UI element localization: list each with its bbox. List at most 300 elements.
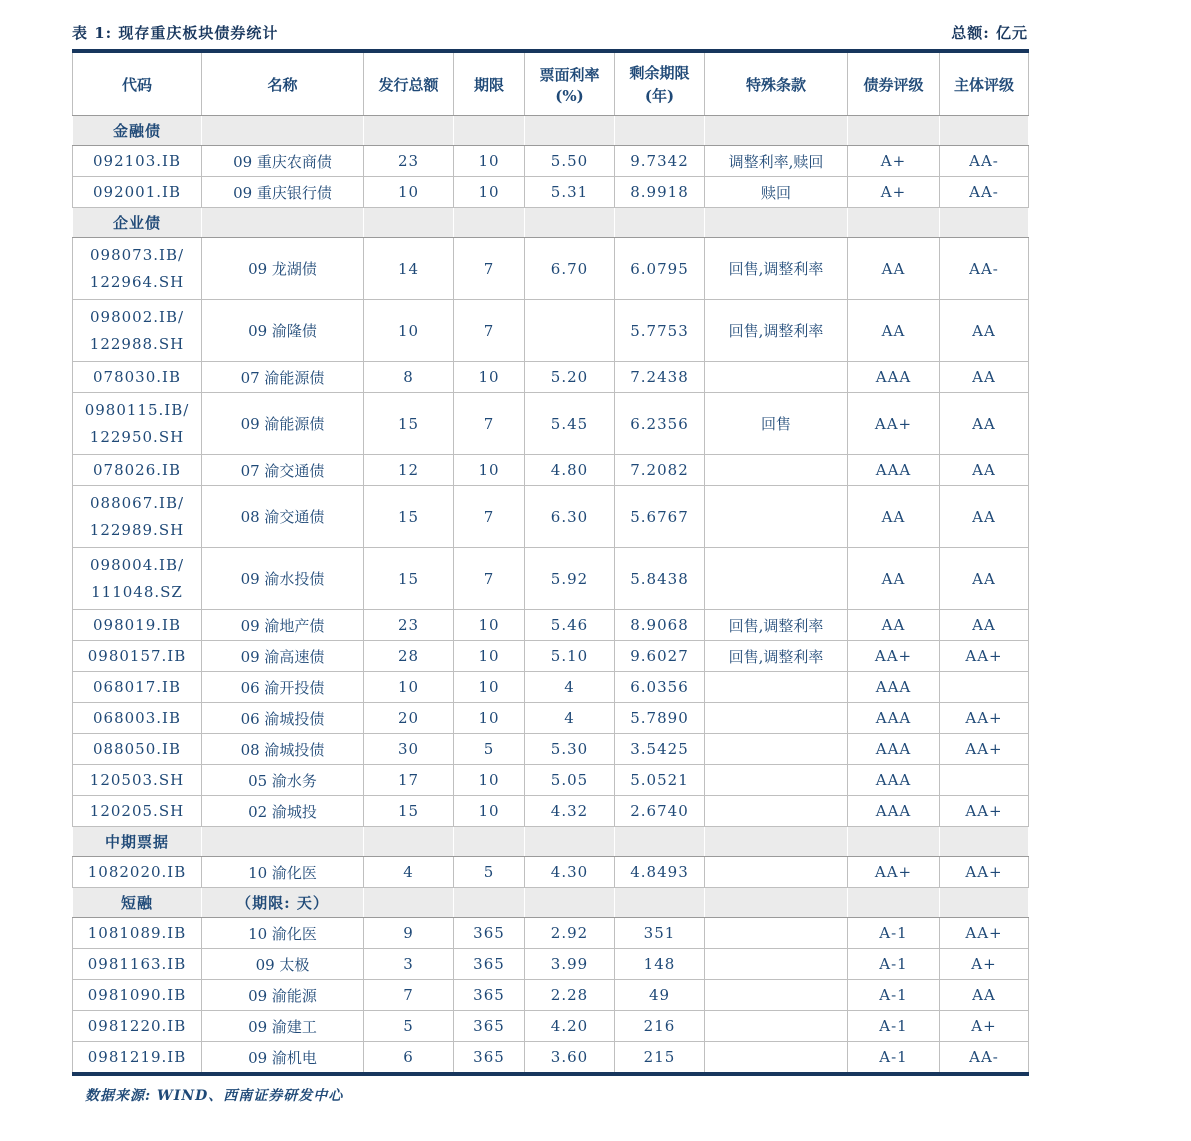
cell-term: 10 bbox=[454, 796, 525, 827]
code-line: 120503.SH bbox=[89, 770, 185, 789]
section-empty-cell bbox=[848, 116, 940, 146]
section-empty-cell bbox=[848, 208, 940, 238]
data-source-note: 数据来源: WIND、西南证券研发中心 bbox=[85, 1088, 344, 1104]
cell-bond-rating: AA+ bbox=[848, 857, 940, 888]
code-line: 098019.IB bbox=[93, 615, 181, 634]
cell-remaining: 2.6740 bbox=[615, 796, 705, 827]
cell-remaining: 6.2356 bbox=[615, 393, 705, 455]
section-header-row bbox=[73, 888, 1029, 918]
column-header-bond-rating bbox=[848, 51, 940, 116]
cell-remaining: 215 bbox=[615, 1042, 705, 1075]
section-empty-cell bbox=[940, 827, 1029, 857]
bond-row bbox=[73, 703, 1029, 734]
cell-name: 10 渝化医 bbox=[202, 918, 364, 949]
cell-name: 06 渝开投债 bbox=[202, 672, 364, 703]
code-line: 0980157.IB bbox=[87, 646, 187, 665]
cell-bond-rating: A-1 bbox=[848, 1042, 940, 1075]
section-label: 短融 bbox=[73, 888, 202, 918]
cell-remaining: 351 bbox=[615, 918, 705, 949]
cell-code bbox=[73, 641, 202, 672]
code-line: 098002.IB/ bbox=[89, 307, 185, 326]
section-note bbox=[202, 116, 364, 146]
cell-amount: 10 bbox=[364, 672, 454, 703]
cell-coupon: 6.70 bbox=[525, 238, 615, 300]
cell-term: 365 bbox=[454, 949, 525, 980]
section-empty-cell bbox=[525, 116, 615, 146]
cell-term: 10 bbox=[454, 146, 525, 177]
cell-term: 365 bbox=[454, 1011, 525, 1042]
cell-special bbox=[705, 672, 848, 703]
cell-issuer-rating: AA- bbox=[940, 177, 1029, 208]
section-empty-cell bbox=[615, 116, 705, 146]
cell-remaining: 8.9918 bbox=[615, 177, 705, 208]
bond-row bbox=[73, 857, 1029, 888]
cell-amount: 10 bbox=[364, 300, 454, 362]
cell-term: 7 bbox=[454, 393, 525, 455]
column-header-term bbox=[454, 51, 525, 116]
section-empty-cell bbox=[364, 116, 454, 146]
cell-remaining: 8.9068 bbox=[615, 610, 705, 641]
column-header-remaining bbox=[615, 51, 705, 116]
cell-issuer-rating: AA+ bbox=[940, 641, 1029, 672]
cell-special: 回售,调整利率 bbox=[705, 641, 848, 672]
column-header-issuer-rating bbox=[940, 51, 1029, 116]
cell-term: 365 bbox=[454, 918, 525, 949]
cell-special bbox=[705, 1011, 848, 1042]
cell-term: 10 bbox=[454, 765, 525, 796]
cell-issuer-rating bbox=[940, 765, 1029, 796]
cell-issuer-rating: AA+ bbox=[940, 857, 1029, 888]
section-empty-cell bbox=[848, 827, 940, 857]
section-empty-cell bbox=[940, 116, 1029, 146]
cell-amount: 8 bbox=[364, 362, 454, 393]
cell-name: 09 渝能源 bbox=[202, 980, 364, 1011]
cell-special bbox=[705, 486, 848, 548]
cell-coupon: 2.28 bbox=[525, 980, 615, 1011]
cell-code bbox=[73, 300, 202, 362]
cell-amount: 23 bbox=[364, 610, 454, 641]
cell-bond-rating: AAA bbox=[848, 796, 940, 827]
cell-special: 回售,调整利率 bbox=[705, 610, 848, 641]
column-header-special bbox=[705, 51, 848, 116]
cell-issuer-rating: AA bbox=[940, 393, 1029, 455]
cell-coupon: 5.10 bbox=[525, 641, 615, 672]
code-line: 0980115.IB/ bbox=[84, 400, 190, 419]
cell-coupon: 4 bbox=[525, 703, 615, 734]
section-empty-cell bbox=[454, 888, 525, 918]
cell-term: 7 bbox=[454, 486, 525, 548]
cell-remaining: 5.7753 bbox=[615, 300, 705, 362]
column-header-line1: 主体评级 bbox=[953, 75, 1014, 94]
bond-row bbox=[73, 734, 1029, 765]
cell-remaining: 5.6767 bbox=[615, 486, 705, 548]
bond-row bbox=[73, 980, 1029, 1011]
cell-bond-rating: A-1 bbox=[848, 980, 940, 1011]
cell-code bbox=[73, 486, 202, 548]
cell-term: 10 bbox=[454, 455, 525, 486]
bond-row bbox=[73, 393, 1029, 455]
cell-code bbox=[73, 796, 202, 827]
bond-table bbox=[72, 49, 1029, 1076]
section-empty-cell bbox=[705, 208, 848, 238]
code-line: 092001.IB bbox=[93, 182, 181, 201]
cell-amount: 9 bbox=[364, 918, 454, 949]
cell-bond-rating: A-1 bbox=[848, 949, 940, 980]
column-header-row bbox=[73, 51, 1029, 116]
cell-issuer-rating: AA bbox=[940, 548, 1029, 610]
column-header-code bbox=[73, 51, 202, 116]
section-empty-cell bbox=[454, 827, 525, 857]
cell-special: 回售 bbox=[705, 393, 848, 455]
cell-coupon: 6.30 bbox=[525, 486, 615, 548]
cell-special bbox=[705, 362, 848, 393]
code-line: 068003.IB bbox=[93, 708, 181, 727]
cell-coupon: 4 bbox=[525, 672, 615, 703]
bond-row bbox=[73, 1011, 1029, 1042]
cell-bond-rating: AAA bbox=[848, 703, 940, 734]
cell-bond-rating: AAA bbox=[848, 362, 940, 393]
section-label: 中期票据 bbox=[73, 827, 202, 857]
cell-bond-rating: A-1 bbox=[848, 918, 940, 949]
column-header-line2: (年) bbox=[644, 87, 675, 105]
code-line: 0981090.IB bbox=[87, 985, 187, 1004]
bond-table-body bbox=[73, 116, 1029, 1075]
cell-term: 10 bbox=[454, 610, 525, 641]
cell-special bbox=[705, 796, 848, 827]
code-line: 122988.SH bbox=[89, 334, 185, 353]
section-header-row bbox=[73, 208, 1029, 238]
cell-term: 10 bbox=[454, 703, 525, 734]
cell-special bbox=[705, 734, 848, 765]
cell-name: 10 渝化医 bbox=[202, 857, 364, 888]
code-line: 120205.SH bbox=[89, 801, 185, 820]
section-empty-cell bbox=[525, 827, 615, 857]
bond-row bbox=[73, 548, 1029, 610]
code-line: 0981219.IB bbox=[87, 1047, 187, 1066]
cell-coupon: 5.05 bbox=[525, 765, 615, 796]
cell-name: 08 渝城投债 bbox=[202, 734, 364, 765]
cell-coupon: 5.31 bbox=[525, 177, 615, 208]
cell-amount: 12 bbox=[364, 455, 454, 486]
cell-amount: 28 bbox=[364, 641, 454, 672]
cell-remaining: 5.7890 bbox=[615, 703, 705, 734]
column-header-name bbox=[202, 51, 364, 116]
code-line: 098004.IB/ bbox=[89, 555, 185, 574]
cell-amount: 15 bbox=[364, 548, 454, 610]
cell-coupon: 3.60 bbox=[525, 1042, 615, 1075]
code-line: 098073.IB/ bbox=[89, 245, 185, 264]
cell-special bbox=[705, 765, 848, 796]
section-empty-cell bbox=[848, 888, 940, 918]
code-line: 0981163.IB bbox=[87, 954, 187, 973]
bond-row bbox=[73, 796, 1029, 827]
section-empty-cell bbox=[615, 888, 705, 918]
bond-row bbox=[73, 918, 1029, 949]
cell-term: 7 bbox=[454, 300, 525, 362]
cell-bond-rating: AA bbox=[848, 238, 940, 300]
code-line: 078026.IB bbox=[93, 460, 181, 479]
cell-issuer-rating: AA bbox=[940, 486, 1029, 548]
section-empty-cell bbox=[364, 888, 454, 918]
code-line: 078030.IB bbox=[93, 367, 181, 386]
cell-amount: 30 bbox=[364, 734, 454, 765]
cell-special: 回售,调整利率 bbox=[705, 300, 848, 362]
cell-special: 回售,调整利率 bbox=[705, 238, 848, 300]
cell-issuer-rating: A+ bbox=[940, 1011, 1029, 1042]
column-header-line1: 票面利率 bbox=[539, 65, 600, 84]
cell-amount: 10 bbox=[364, 177, 454, 208]
cell-special: 调整利率,赎回 bbox=[705, 146, 848, 177]
code-line: 122964.SH bbox=[89, 272, 185, 291]
section-empty-cell bbox=[525, 208, 615, 238]
cell-name: 09 龙湖债 bbox=[202, 238, 364, 300]
cell-bond-rating: AA bbox=[848, 548, 940, 610]
cell-term: 7 bbox=[454, 238, 525, 300]
cell-name: 05 渝水务 bbox=[202, 765, 364, 796]
cell-special bbox=[705, 703, 848, 734]
bond-row bbox=[73, 1042, 1029, 1075]
cell-bond-rating: AAA bbox=[848, 765, 940, 796]
cell-name: 07 渝能源债 bbox=[202, 362, 364, 393]
cell-term: 365 bbox=[454, 980, 525, 1011]
column-header-coupon bbox=[525, 51, 615, 116]
cell-bond-rating: AA bbox=[848, 610, 940, 641]
bond-row bbox=[73, 672, 1029, 703]
section-header-row bbox=[73, 827, 1029, 857]
bond-row bbox=[73, 641, 1029, 672]
cell-special bbox=[705, 980, 848, 1011]
cell-bond-rating: A+ bbox=[848, 146, 940, 177]
cell-bond-rating: AA bbox=[848, 486, 940, 548]
cell-issuer-rating: AA- bbox=[940, 1042, 1029, 1075]
cell-name: 07 渝交通债 bbox=[202, 455, 364, 486]
cell-issuer-rating: AA bbox=[940, 610, 1029, 641]
cell-name: 09 渝建工 bbox=[202, 1011, 364, 1042]
cell-term: 5 bbox=[454, 734, 525, 765]
column-header-amount bbox=[364, 51, 454, 116]
cell-remaining: 3.5425 bbox=[615, 734, 705, 765]
cell-amount: 17 bbox=[364, 765, 454, 796]
cell-name: 09 渝机电 bbox=[202, 1042, 364, 1075]
bond-row bbox=[73, 486, 1029, 548]
column-header-line1: 发行总额 bbox=[378, 75, 439, 94]
cell-code bbox=[73, 362, 202, 393]
column-header-line1: 名称 bbox=[267, 75, 298, 94]
cell-coupon: 4.30 bbox=[525, 857, 615, 888]
cell-special bbox=[705, 455, 848, 486]
section-label: 金融债 bbox=[73, 116, 202, 146]
cell-coupon: 5.30 bbox=[525, 734, 615, 765]
cell-coupon: 4.32 bbox=[525, 796, 615, 827]
cell-issuer-rating bbox=[940, 672, 1029, 703]
cell-amount: 20 bbox=[364, 703, 454, 734]
total-unit-label: 总额: 亿元 bbox=[951, 24, 1028, 42]
cell-issuer-rating: AA bbox=[940, 300, 1029, 362]
cell-issuer-rating: AA bbox=[940, 980, 1029, 1011]
cell-term: 5 bbox=[454, 857, 525, 888]
column-header-line1: 剩余期限 bbox=[629, 64, 690, 82]
bond-row bbox=[73, 765, 1029, 796]
cell-amount: 14 bbox=[364, 238, 454, 300]
cell-remaining: 7.2082 bbox=[615, 455, 705, 486]
code-line: 068017.IB bbox=[93, 677, 181, 696]
cell-amount: 15 bbox=[364, 486, 454, 548]
cell-amount: 23 bbox=[364, 146, 454, 177]
section-empty-cell bbox=[364, 827, 454, 857]
section-empty-cell bbox=[454, 208, 525, 238]
section-empty-cell bbox=[615, 208, 705, 238]
bond-row bbox=[73, 300, 1029, 362]
cell-remaining: 9.7342 bbox=[615, 146, 705, 177]
cell-remaining: 7.2438 bbox=[615, 362, 705, 393]
column-header-line1: 特殊条款 bbox=[745, 75, 806, 94]
bond-row bbox=[73, 146, 1029, 177]
cell-bond-rating: A-1 bbox=[848, 1011, 940, 1042]
cell-name: 09 渝能源债 bbox=[202, 393, 364, 455]
cell-remaining: 148 bbox=[615, 949, 705, 980]
cell-coupon: 5.45 bbox=[525, 393, 615, 455]
cell-code bbox=[73, 949, 202, 980]
section-note bbox=[202, 827, 364, 857]
cell-code bbox=[73, 765, 202, 796]
bond-row bbox=[73, 238, 1029, 300]
cell-term: 10 bbox=[454, 177, 525, 208]
section-empty-cell bbox=[705, 116, 848, 146]
section-empty-cell bbox=[705, 888, 848, 918]
cell-name: 09 太极 bbox=[202, 949, 364, 980]
section-label: 企业债 bbox=[73, 208, 202, 238]
cell-coupon: 4.20 bbox=[525, 1011, 615, 1042]
cell-bond-rating: AA+ bbox=[848, 641, 940, 672]
cell-issuer-rating: AA bbox=[940, 362, 1029, 393]
cell-bond-rating: A+ bbox=[848, 177, 940, 208]
cell-bond-rating: AAA bbox=[848, 455, 940, 486]
cell-name: 08 渝交通债 bbox=[202, 486, 364, 548]
code-line: 088067.IB/ bbox=[89, 493, 185, 512]
section-empty-cell bbox=[525, 888, 615, 918]
cell-code bbox=[73, 1011, 202, 1042]
code-line: 088050.IB bbox=[93, 739, 181, 758]
cell-term: 10 bbox=[454, 641, 525, 672]
cell-term: 365 bbox=[454, 1042, 525, 1075]
section-empty-cell bbox=[364, 208, 454, 238]
cell-name: 02 渝城投 bbox=[202, 796, 364, 827]
cell-remaining: 6.0795 bbox=[615, 238, 705, 300]
bond-row bbox=[73, 610, 1029, 641]
cell-coupon: 3.99 bbox=[525, 949, 615, 980]
titlebar bbox=[72, 22, 1028, 43]
cell-code bbox=[73, 146, 202, 177]
cell-remaining: 216 bbox=[615, 1011, 705, 1042]
cell-term: 10 bbox=[454, 362, 525, 393]
cell-name: 09 重庆银行债 bbox=[202, 177, 364, 208]
bond-row bbox=[73, 949, 1029, 980]
cell-amount: 7 bbox=[364, 980, 454, 1011]
cell-code bbox=[73, 734, 202, 765]
cell-special bbox=[705, 1042, 848, 1075]
cell-term: 10 bbox=[454, 672, 525, 703]
cell-code bbox=[73, 703, 202, 734]
code-line: 111048.SZ bbox=[91, 582, 183, 601]
cell-bond-rating: AA+ bbox=[848, 393, 940, 455]
section-empty-cell bbox=[615, 827, 705, 857]
column-header-line1: 债券评级 bbox=[863, 75, 924, 94]
cell-name: 09 渝高速债 bbox=[202, 641, 364, 672]
cell-remaining: 5.0521 bbox=[615, 765, 705, 796]
cell-code bbox=[73, 455, 202, 486]
cell-amount: 3 bbox=[364, 949, 454, 980]
cell-special bbox=[705, 548, 848, 610]
cell-coupon: 2.92 bbox=[525, 918, 615, 949]
cell-coupon: 5.50 bbox=[525, 146, 615, 177]
cell-name: 09 渝隆债 bbox=[202, 300, 364, 362]
cell-special bbox=[705, 918, 848, 949]
cell-issuer-rating: A+ bbox=[940, 949, 1029, 980]
cell-code bbox=[73, 238, 202, 300]
cell-special bbox=[705, 857, 848, 888]
cell-code bbox=[73, 610, 202, 641]
cell-code bbox=[73, 393, 202, 455]
bond-row bbox=[73, 455, 1029, 486]
cell-name: 09 渝地产债 bbox=[202, 610, 364, 641]
cell-code bbox=[73, 857, 202, 888]
cell-issuer-rating: AA+ bbox=[940, 796, 1029, 827]
cell-amount: 4 bbox=[364, 857, 454, 888]
cell-issuer-rating: AA- bbox=[940, 146, 1029, 177]
column-header-line2: (%) bbox=[555, 86, 584, 105]
cell-remaining: 9.6027 bbox=[615, 641, 705, 672]
code-line: 092103.IB bbox=[93, 151, 181, 170]
section-empty-cell bbox=[940, 888, 1029, 918]
cell-code bbox=[73, 1042, 202, 1075]
cell-remaining: 6.0356 bbox=[615, 672, 705, 703]
cell-issuer-rating: AA+ bbox=[940, 703, 1029, 734]
cell-issuer-rating: AA+ bbox=[940, 918, 1029, 949]
code-line: 0981220.IB bbox=[87, 1016, 187, 1035]
cell-coupon: 5.20 bbox=[525, 362, 615, 393]
cell-term: 7 bbox=[454, 548, 525, 610]
cell-code bbox=[73, 980, 202, 1011]
cell-issuer-rating: AA- bbox=[940, 238, 1029, 300]
section-empty-cell bbox=[705, 827, 848, 857]
code-line: 122989.SH bbox=[89, 520, 185, 539]
cell-remaining: 4.8493 bbox=[615, 857, 705, 888]
cell-name: 06 渝城投债 bbox=[202, 703, 364, 734]
cell-code bbox=[73, 548, 202, 610]
cell-special: 赎回 bbox=[705, 177, 848, 208]
section-note bbox=[202, 208, 364, 238]
code-line: 1082020.IB bbox=[87, 862, 187, 881]
cell-coupon bbox=[525, 300, 615, 362]
cell-code bbox=[73, 177, 202, 208]
cell-bond-rating: AA bbox=[848, 300, 940, 362]
cell-amount: 6 bbox=[364, 1042, 454, 1075]
column-header-line1: 代码 bbox=[121, 75, 152, 94]
cell-amount: 15 bbox=[364, 796, 454, 827]
section-empty-cell bbox=[940, 208, 1029, 238]
cell-amount: 5 bbox=[364, 1011, 454, 1042]
cell-code bbox=[73, 672, 202, 703]
column-header-line1: 期限 bbox=[473, 75, 504, 94]
code-line: 1081089.IB bbox=[87, 923, 187, 942]
cell-issuer-rating: AA+ bbox=[940, 734, 1029, 765]
section-header-row bbox=[73, 116, 1029, 146]
cell-amount: 15 bbox=[364, 393, 454, 455]
cell-coupon: 5.46 bbox=[525, 610, 615, 641]
cell-issuer-rating: AA bbox=[940, 455, 1029, 486]
cell-coupon: 4.80 bbox=[525, 455, 615, 486]
section-empty-cell bbox=[454, 116, 525, 146]
